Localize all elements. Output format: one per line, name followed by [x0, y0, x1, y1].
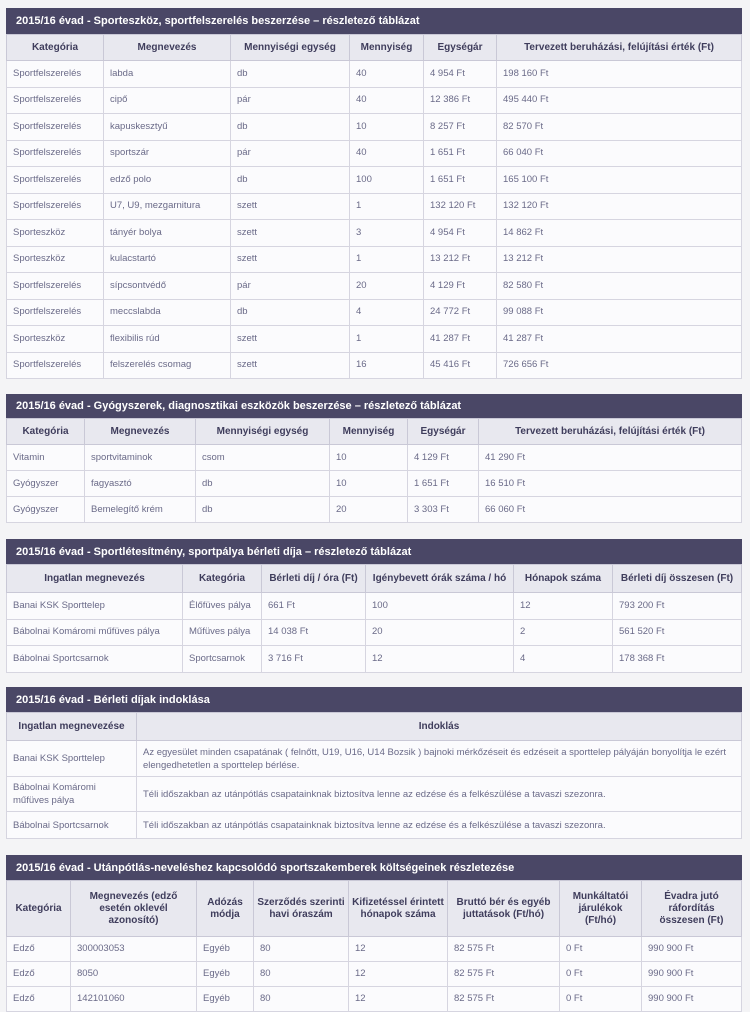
table-row	[7, 61, 742, 88]
table-cell: edző polo	[104, 167, 231, 194]
table-cell: 3 716 Ft	[262, 646, 366, 673]
table-cell: 2	[514, 619, 613, 646]
table-cell: 4 129 Ft	[424, 273, 497, 300]
table-cell: Banai KSK Sporttelep	[7, 593, 183, 620]
table-cell: 14 038 Ft	[262, 619, 366, 646]
table-body	[7, 593, 742, 673]
table-cell: 4 954 Ft	[424, 220, 497, 247]
table-cell: 132 120 Ft	[497, 193, 742, 220]
table-cell: 4	[350, 299, 424, 326]
table-cell: 10	[330, 445, 408, 471]
table-cell: szett	[231, 326, 350, 353]
table-cell: 300003053	[71, 937, 197, 962]
table-cell: 132 120 Ft	[424, 193, 497, 220]
table-cell: 990 900 Ft	[642, 987, 742, 1012]
table-cell: 1 651 Ft	[424, 167, 497, 194]
table-cell: Az egyesület minden csapatának ( felnőtt, U19, U16, U14 Bozsik ) bajnoki mérkőzéseit és edzéseit a sporttelep pályáján bonyolítja le ezért elengedhetetlen a sporttelep bérlése.	[137, 741, 742, 777]
table-cell: 4 129 Ft	[408, 445, 479, 471]
table-cell: 16	[350, 352, 424, 379]
column-header: Megnevezés	[104, 35, 231, 61]
table-cell: Gyógyszer	[7, 471, 85, 497]
table-header-row	[7, 419, 742, 445]
section-coach-costs	[6, 855, 742, 1012]
table-body	[7, 445, 742, 523]
table-cell: U7, U9, mezgarnitura	[104, 193, 231, 220]
table-cell: 66 060 Ft	[479, 497, 742, 523]
table-cell: sípcsontvédő	[104, 273, 231, 300]
table-body	[7, 937, 742, 1012]
column-header: Munkáltatói járulékok (Ft/hó)	[560, 881, 642, 937]
table-cell: 1 651 Ft	[424, 140, 497, 167]
table-cell: Edző	[7, 987, 71, 1012]
section-facility-rental	[6, 539, 742, 673]
table-cell: Egyéb	[197, 937, 254, 962]
table-cell: Sportfelszerelés	[7, 61, 104, 88]
section-sports-equipment	[6, 8, 742, 379]
table-cell: pár	[231, 273, 350, 300]
table-cell: Bábolnai Sportcsarnok	[7, 812, 137, 839]
table-cell: 100	[350, 167, 424, 194]
table-cell: sportszár	[104, 140, 231, 167]
table-cell: Edző	[7, 937, 71, 962]
table-cell: 20	[366, 619, 514, 646]
table-row	[7, 471, 742, 497]
table-cell: 142101060	[71, 987, 197, 1012]
table-cell: Bemelegítő krém	[85, 497, 196, 523]
column-header: Bérleti díj összesen (Ft)	[613, 565, 742, 593]
column-header: Kifizetéssel érintett hónapok száma	[349, 881, 448, 937]
table-cell: Vitamin	[7, 445, 85, 471]
table-row	[7, 962, 742, 987]
column-header: Kategória	[7, 35, 104, 61]
table-header-row	[7, 35, 742, 61]
table-cell: 3 303 Ft	[408, 497, 479, 523]
column-header: Szerződés szerinti havi óraszám	[254, 881, 349, 937]
table-cell: Műfüves pálya	[183, 619, 262, 646]
table-cell: 40	[350, 61, 424, 88]
table-body	[7, 61, 742, 379]
table-cell: 20	[330, 497, 408, 523]
table-cell: Egyéb	[197, 962, 254, 987]
table-cell: cipő	[104, 87, 231, 114]
table-cell: 12	[514, 593, 613, 620]
table-cell: labda	[104, 61, 231, 88]
table-cell: 0 Ft	[560, 987, 642, 1012]
table-cell: csom	[196, 445, 330, 471]
table-cell: 82 575 Ft	[448, 937, 560, 962]
table-cell: 12	[349, 987, 448, 1012]
table-cell: 100	[366, 593, 514, 620]
table-row	[7, 812, 742, 839]
table-cell: sportvitaminok	[85, 445, 196, 471]
table-cell: Sportfelszerelés	[7, 167, 104, 194]
table-row	[7, 220, 742, 247]
column-header: Megnevezés	[85, 419, 196, 445]
table-cell: 178 368 Ft	[613, 646, 742, 673]
table-cell: 41 287 Ft	[424, 326, 497, 353]
table-row	[7, 246, 742, 273]
table-header-row	[7, 881, 742, 937]
section-title: 2015/16 évad - Sportlétesítmény, sportpálya bérleti díja – részletező táblázat	[6, 539, 742, 564]
table-row	[7, 937, 742, 962]
table-cell: db	[196, 497, 330, 523]
table-cell: 80	[254, 962, 349, 987]
coach-costs-table	[6, 880, 742, 1012]
table-cell: Téli időszakban az utánpótlás csapatainknak biztosítva lenne az edzése és a felkészülése a tavaszi szezonra.	[137, 812, 742, 839]
section-title: 2015/16 évad - Gyógyszerek, diagnosztikai eszközök beszerzése – részletező táblázat	[6, 394, 742, 418]
table-cell: szett	[231, 220, 350, 247]
table-cell: 41 287 Ft	[497, 326, 742, 353]
column-header: Mennyiség	[350, 35, 424, 61]
table-cell: 8050	[71, 962, 197, 987]
table-cell: 198 160 Ft	[497, 61, 742, 88]
table-cell: 82 570 Ft	[497, 114, 742, 141]
table-cell: pár	[231, 140, 350, 167]
table-cell: Sportcsarnok	[183, 646, 262, 673]
section-medicines	[6, 394, 742, 523]
table-cell: 45 416 Ft	[424, 352, 497, 379]
table-cell: 990 900 Ft	[642, 962, 742, 987]
table-cell: 66 040 Ft	[497, 140, 742, 167]
table-cell: meccslabda	[104, 299, 231, 326]
table-header-row	[7, 565, 742, 593]
table-cell: Banai KSK Sporttelep	[7, 741, 137, 777]
table-row	[7, 352, 742, 379]
table-cell: 10	[330, 471, 408, 497]
table-cell: 1	[350, 193, 424, 220]
justification-table	[6, 712, 742, 839]
table-cell: Sportfelszerelés	[7, 273, 104, 300]
column-header: Ingatlan megnevezés	[7, 565, 183, 593]
table-cell: 82 580 Ft	[497, 273, 742, 300]
column-header: Bérleti díj / óra (Ft)	[262, 565, 366, 593]
rental-table	[6, 564, 742, 673]
table-row	[7, 193, 742, 220]
table-row	[7, 777, 742, 812]
table-cell: pár	[231, 87, 350, 114]
table-cell: 16 510 Ft	[479, 471, 742, 497]
column-header: Indoklás	[137, 713, 742, 741]
table-cell: Sporteszköz	[7, 326, 104, 353]
table-cell: Sportfelszerelés	[7, 87, 104, 114]
column-header: Tervezett beruházási, felújítási érték (Ft)	[497, 35, 742, 61]
table-cell: 3	[350, 220, 424, 247]
table-cell: 12	[349, 962, 448, 987]
table-cell: 990 900 Ft	[642, 937, 742, 962]
table-row	[7, 987, 742, 1012]
table-cell: 0 Ft	[560, 962, 642, 987]
table-cell: Sporteszköz	[7, 220, 104, 247]
column-header: Igénybevett órák száma / hó	[366, 565, 514, 593]
table-cell: Bábolnai Komáromi műfüves pálya	[7, 777, 137, 812]
column-header: Kategória	[7, 881, 71, 937]
table-cell: 12	[366, 646, 514, 673]
table-cell: 82 575 Ft	[448, 962, 560, 987]
table-cell: db	[231, 167, 350, 194]
table-cell: Sportfelszerelés	[7, 140, 104, 167]
table-cell: 13 212 Ft	[497, 246, 742, 273]
table-cell: Élőfüves pálya	[183, 593, 262, 620]
column-header: Mennyiség	[330, 419, 408, 445]
column-header: Megnevezés (edző esetén oklevél azonosító)	[71, 881, 197, 937]
table-row	[7, 741, 742, 777]
table-cell: db	[231, 114, 350, 141]
table-cell: 10	[350, 114, 424, 141]
section-title: 2015/16 évad - Sporteszköz, sportfelszerelés beszerzése – részletező táblázat	[6, 8, 742, 34]
table-row	[7, 167, 742, 194]
table-cell: 1	[350, 246, 424, 273]
table-row	[7, 140, 742, 167]
table-cell: fagyasztó	[85, 471, 196, 497]
table-cell: 4	[514, 646, 613, 673]
table-cell: 8 257 Ft	[424, 114, 497, 141]
table-cell: Bábolnai Komáromi műfüves pálya	[7, 619, 183, 646]
table-cell: 82 575 Ft	[448, 987, 560, 1012]
section-title: 2015/16 évad - Bérleti díjak indoklása	[6, 687, 742, 712]
section-title: 2015/16 évad - Utánpótlás-neveléshez kapcsolódó sportszakemberek költségeinek részletezése	[6, 855, 742, 880]
table-cell: Sportfelszerelés	[7, 352, 104, 379]
table-row	[7, 619, 742, 646]
table-cell: 495 440 Ft	[497, 87, 742, 114]
table-cell: Bábolnai Sportcsarnok	[7, 646, 183, 673]
table-cell: 40	[350, 140, 424, 167]
table-cell: 41 290 Ft	[479, 445, 742, 471]
table-header-row	[7, 713, 742, 741]
table-cell: szett	[231, 193, 350, 220]
table-cell: db	[231, 299, 350, 326]
medicine-table	[6, 418, 742, 523]
table-cell: Sporteszköz	[7, 246, 104, 273]
column-header: Egységár	[408, 419, 479, 445]
table-row	[7, 114, 742, 141]
table-cell: Gyógyszer	[7, 497, 85, 523]
table-cell: 24 772 Ft	[424, 299, 497, 326]
table-row	[7, 273, 742, 300]
table-row	[7, 299, 742, 326]
column-header: Évadra jutó ráfordítás összesen (Ft)	[642, 881, 742, 937]
column-header: Hónapok száma	[514, 565, 613, 593]
table-cell: Sportfelszerelés	[7, 193, 104, 220]
column-header: Kategória	[7, 419, 85, 445]
column-header: Egységár	[424, 35, 497, 61]
column-header: Kategória	[183, 565, 262, 593]
table-row	[7, 497, 742, 523]
table-cell: db	[196, 471, 330, 497]
table-cell: Téli időszakban az utánpótlás csapatainknak biztosítva lenne az edzése és a felkészülése a tavaszi szezonra.	[137, 777, 742, 812]
table-cell: Egyéb	[197, 987, 254, 1012]
column-header: Mennyiségi egység	[196, 419, 330, 445]
table-cell: szett	[231, 246, 350, 273]
table-cell: db	[231, 61, 350, 88]
table-cell: 661 Ft	[262, 593, 366, 620]
table-cell: flexibilis rúd	[104, 326, 231, 353]
table-cell: 726 656 Ft	[497, 352, 742, 379]
table-cell: 80	[254, 987, 349, 1012]
table-cell: Edző	[7, 962, 71, 987]
table-row	[7, 326, 742, 353]
table-cell: 40	[350, 87, 424, 114]
column-header: Mennyiségi egység	[231, 35, 350, 61]
column-header: Adózás módja	[197, 881, 254, 937]
column-header: Bruttó bér és egyéb juttatások (Ft/hó)	[448, 881, 560, 937]
section-rental-justification	[6, 687, 742, 839]
table-cell: szett	[231, 352, 350, 379]
table-row	[7, 445, 742, 471]
table-cell: 165 100 Ft	[497, 167, 742, 194]
table-cell: 99 088 Ft	[497, 299, 742, 326]
table-cell: 12	[349, 937, 448, 962]
column-header: Tervezett beruházási, felújítási érték (Ft)	[479, 419, 742, 445]
table-cell: 1 651 Ft	[408, 471, 479, 497]
table-row	[7, 593, 742, 620]
table-row	[7, 87, 742, 114]
table-cell: Sportfelszerelés	[7, 114, 104, 141]
table-cell: 561 520 Ft	[613, 619, 742, 646]
table-cell: 793 200 Ft	[613, 593, 742, 620]
table-row	[7, 646, 742, 673]
table-cell: 1	[350, 326, 424, 353]
table-cell: felszerelés csomag	[104, 352, 231, 379]
table-cell: 4 954 Ft	[424, 61, 497, 88]
table-cell: Sportfelszerelés	[7, 299, 104, 326]
equipment-table	[6, 34, 742, 379]
table-cell: 14 862 Ft	[497, 220, 742, 247]
table-cell: 12 386 Ft	[424, 87, 497, 114]
table-cell: 20	[350, 273, 424, 300]
table-cell: kapuskesztyű	[104, 114, 231, 141]
table-cell: 0 Ft	[560, 937, 642, 962]
table-body	[7, 741, 742, 839]
table-cell: kulacstartó	[104, 246, 231, 273]
table-cell: 13 212 Ft	[424, 246, 497, 273]
table-cell: tányér bolya	[104, 220, 231, 247]
table-cell: 80	[254, 937, 349, 962]
column-header: Ingatlan megnevezése	[7, 713, 137, 741]
